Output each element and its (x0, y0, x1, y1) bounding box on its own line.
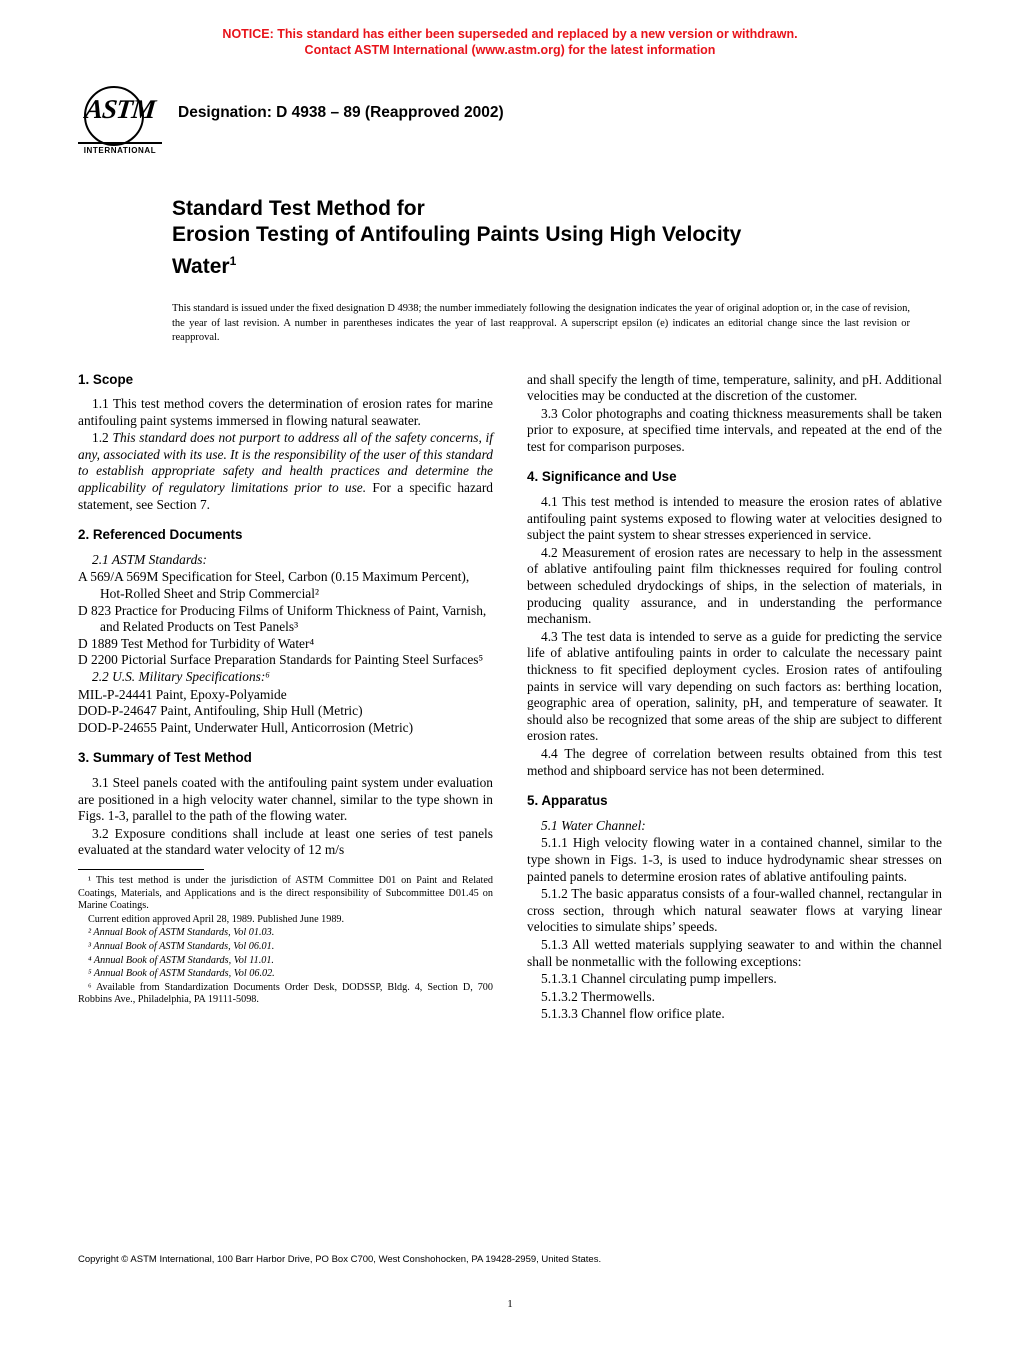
paragraph-1-1: 1.1 This test method covers the determination of erosion rates for marine antifouling paint systems immersed in flowing natural seawater. (78, 396, 493, 428)
notice-line-1: NOTICE: This standard has either been superseded and replaced by a new version or withdrawn. (222, 27, 798, 41)
footnote-3: ³ Annual Book of ASTM Standards, Vol 06.01. (88, 940, 275, 952)
footnote-5: ⁵ Annual Book of ASTM Standards, Vol 06.02. (88, 968, 275, 980)
list-item: D 823 Practice for Producing Films of Uniform Thickness of Paint, Varnish, and Related Products on Test Panels³ (78, 602, 487, 635)
paragraph-5-1-3-1: 5.1.3.1 Channel circulating pump impellers. (541, 971, 777, 987)
paragraph-4-2: 4.2 Measurement of erosion rates are necessary to help in the assessment of ablative antifouling paint film thicknesses required for fouling control between scheduled drydockings of ships, in the selection of materials, in producing quality assurance, and in understanding the performance mechanism. (527, 544, 942, 627)
left-column (78, 372, 493, 1024)
list-item: DOD-P-24647 Paint, Antifouling, Ship Hull (Metric) (78, 703, 363, 719)
section-heading-apparatus: 5. Apparatus (527, 793, 608, 809)
paragraph-3-2: 3.2 Exposure conditions shall include at least one series of test panels evaluated at the standard water velocity of 12 m/s (78, 825, 493, 858)
title-line-3: Water$^1$ (172, 254, 237, 278)
military-specs-list (78, 687, 493, 737)
subsection-2-2: 2.2 U.S. Military Specifications:⁶ (92, 669, 270, 684)
body-columns (0, 372, 1020, 1024)
paragraph-5-1-3-2: 5.1.3.2 Thermowells. (541, 988, 655, 1004)
title-line-2: Erosion Testing of Antifouling Paints Using High Velocity (172, 223, 742, 246)
designation-line: Designation: D 4938 – 89 (Reapproved 2002) (178, 104, 504, 121)
list-item: DOD-P-24655 Paint, Underwater Hull, Anticorrosion (Metric) (78, 719, 414, 735)
paragraph-1-2 (78, 430, 493, 513)
paragraph-5-1-3: 5.1.3 All wetted materials supplying seawater to and within the channel shall be nonmetallic with the following exceptions: (527, 936, 942, 969)
list-item: D 2200 Pictorial Surface Preparation Standards for Painting Steel Surfaces⁵ (78, 652, 484, 668)
section-heading-significance: 4. Significance and Use (527, 469, 677, 485)
footnote-2: ² Annual Book of ASTM Standards, Vol 01.03. (88, 927, 275, 939)
paragraph-1-2-number: 1.2 (92, 430, 109, 446)
footnote-6: ⁶ Available from Standardization Documents Order Desk, DODSSP, Bldg. 4, Section D, 700 Robbins Ave., Philadelphia, PA 19111-5098. (78, 981, 493, 1006)
paragraph-4-1: 4.1 This test method is intended to measure the erosion rates of ablative antifouling paint systems exposed to flowing water at velocities designed to subject the paint system to shear stresses experienced in service. (527, 494, 942, 543)
standard-preamble: This standard is issued under the fixed designation D 4938; the number immediately following the designation indicates the year of original adoption or, in the case of revision, the year of last revision. A number in parentheses indicates the year of last reapproval. A superscript epsilon (e) indicates an editorial change since the last revision or reapproval. (172, 303, 910, 343)
footnote-1: ¹ This test method is under the jurisdiction of ASTM Committee D01 on Paint and Related Coatings, Materials, and Applications and is the direct responsibility of Subcommittee D01.45 on Marine Coatings. (78, 874, 493, 912)
logo-subtext: INTERNATIONAL (78, 142, 162, 155)
withdrawal-notice (0, 26, 1020, 58)
section-heading-summary: 3. Summary of Test Method (78, 750, 252, 766)
paragraph-3-2-continued: and shall specify the length of time, temperature, salinity, and pH. Additional velocities may be conducted at the discretion of the customer. (527, 371, 942, 404)
copyright-line: Copyright © ASTM International, 100 Barr Harbor Drive, PO Box C700, West Conshohocken, PA 19428-2959, United States. (78, 1254, 602, 1265)
document-header (0, 84, 1020, 160)
footnotes-block (78, 875, 493, 1007)
astm-logo-icon (78, 84, 162, 160)
paragraph-4-4: 4.4 The degree of correlation between results obtained from this test method and shipboard service has not been determined. (527, 745, 942, 778)
paragraph-3-1: 3.1 Steel panels coated with the antifouling paint system under evaluation are positioned in a high velocity water channel, similar to the type shown in Figs. 1-3, parallel to the path of the flowing water. (78, 774, 493, 824)
footnote-4: ⁴ Annual Book of ASTM Standards, Vol 11.01. (88, 954, 274, 966)
page-title (172, 196, 942, 280)
paragraph-5-1-3-3: 5.1.3.3 Channel flow orifice plate. (541, 1006, 725, 1022)
logo-wordmark: ASTM (83, 94, 157, 124)
title-line-1: Standard Test Method for (172, 197, 425, 220)
paragraph-1-2-tail: For a specific hazard statement, see Section 7. (78, 480, 493, 512)
section-heading-referenced-documents: 2. Referenced Documents (78, 527, 243, 543)
list-item: MIL-P-24441 Paint, Epoxy-Polyamide (78, 686, 287, 702)
footnote-divider (78, 869, 204, 870)
document-page (0, 26, 1020, 1346)
footnote-edition: Current edition approved April 28, 1989. Published June 1989. (88, 913, 345, 925)
list-item: D 1889 Test Method for Turbidity of Water⁴ (78, 635, 315, 651)
subsection-5-1: 5.1 Water Channel: (541, 817, 646, 833)
right-column (527, 372, 942, 1024)
paragraph-3-3: 3.3 Color photographs and coating thickness measurements shall be taken prior to exposure, at specified time intervals, and repeated at the end of the test for comparison purposes. (527, 405, 942, 454)
list-item: A 569/A 569M Specification for Steel, Carbon (0.15 Maximum Percent), Hot-Rolled Sheet and Strip Commercial² (78, 569, 470, 602)
title-footnote-marker: 1 (229, 254, 237, 268)
astm-standards-list (78, 569, 493, 669)
section-heading-scope: 1. Scope (78, 371, 134, 387)
page-number: 1 (507, 1298, 513, 1310)
notice-line-2: Contact ASTM International (www.astm.org) for the latest information (304, 43, 716, 57)
subsection-2-1: 2.1 ASTM Standards: (92, 551, 207, 567)
title-block (0, 196, 1020, 280)
paragraph-5-1-1: 5.1.1 High velocity flowing water in a contained channel, similar to the type shown in Figs. 1-3, is used to induce hydrodynamic shear stresses on painted panels to determine erosion rates of ablative antifouling paints. (527, 835, 942, 884)
paragraph-1-2-italic: This standard does not purport to address all of the safety concerns, if any, associated with its use. It is the responsibility of the user of this standard to establish appropriate safety and health practices and determine the applicability of regulatory limitations prior to use. (78, 430, 493, 496)
paragraph-4-3: 4.3 The test data is intended to serve as a guide for predicting the service life of ablative antifouling paints in order to calculate the necessary paint thickness to fit specified deployment cycles. Erosion rates of antifouling paints in service will vary depending on such factors as: berthing location, geographic area of operation, salinity, pH, and temperature of seawater. It should also be recognized that some areas of the ship are subject to different erosion rates. (527, 628, 942, 744)
paragraph-5-1-2: 5.1.2 The basic apparatus consists of a four-walled channel, rectangular in cross section, through which natural seawater flows at varying linear velocities to simulate ships’ speeds. (527, 886, 942, 935)
